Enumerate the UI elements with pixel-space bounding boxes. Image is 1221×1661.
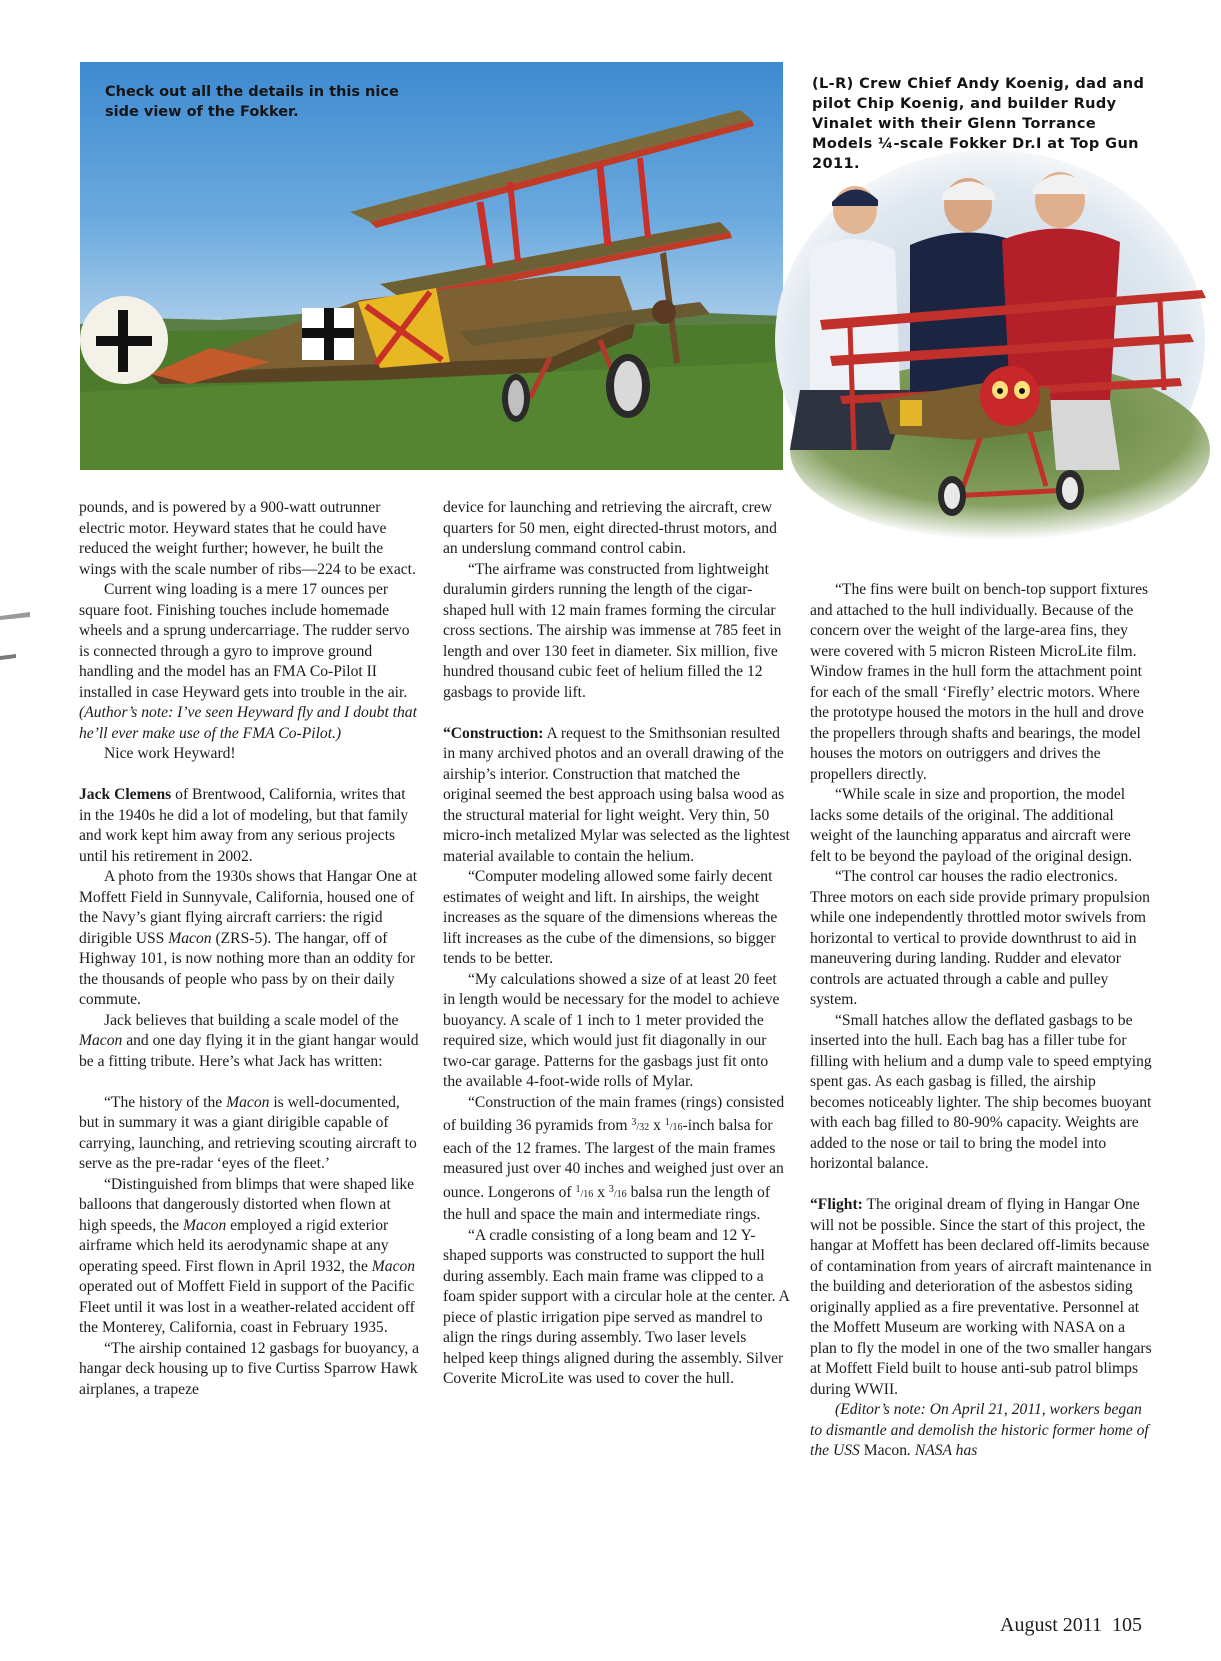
page-number: 105 <box>1112 1614 1143 1636</box>
section-lead-in: “Construction: <box>443 724 544 742</box>
crew-with-fokker-illustration <box>770 150 1210 545</box>
fraction-numerator: 3 <box>608 1183 614 1195</box>
partial-photo-fragment <box>0 612 30 672</box>
paragraph: “Construction: A request to the Smithsonian resulted in many archived photos and an overall drawing of the airship’s interior. Construction that matched the original seemed the best approach using balsa wood as the structural material for light weight. Very thin, 50 micro-inch metalized Mylar was selected as the lightest material available to contain the helium. <box>443 724 790 865</box>
issue-date: August 2011 <box>1000 1614 1103 1636</box>
paragraph: “The history of the Macon is well-documented, but in summary it was a giant dirigible capable of carrying, launching, and retrieving scouting aircraft to serve as the pre-radar ‘eyes of the fleet.’ <box>79 1093 417 1172</box>
paragraph: “The airframe was constructed from lightweight duralumin girders running the length of the cigar-shaped hull with 12 main frames forming the circular cross sections. The airship was immense at 785 feet in length and over 130 feet in diameter. Six million, five hundred thousand cubic feet of helium filled the 12 gasbags to provide lift. <box>443 560 782 701</box>
fraction-denominator: /16 <box>669 1122 683 1133</box>
article-column-3 <box>810 580 1152 1462</box>
paragraph: “The control car houses the radio electronics. Three motors on each side provide primary propulsion while one independently throttled motor swivels from horizontal to vertical to provide downthrust to aid in maneuvering during landing. Rudder and elevator controls are actuated through a cable and pulley system. <box>810 868 1150 1008</box>
paragraph: “Flight: The original dream of flying in Hangar One will not be possible. Since the start of this project, the hangar at Moffett has been declared off-limits because of contamination from years of aircraft maintenance in the building and deterioration of the asbestos siding originally applied as a fire preventative. Personnel at the Moffett Museum are working with NASA on a plan to fly the model in one of the two smaller hangars at Moffett Field built to house anti-sub patrol blimps during WWII. <box>810 1196 1152 1398</box>
fraction-denominator: /16 <box>613 1188 627 1200</box>
paragraph: “A cradle consisting of a long beam and 12 Y-shaped supports was constructed to support the hull during assembly. Each main frame was clipped to a foam spider support with a circular hole at the center. A piece of plastic irrigation pipe served as mandrel to align the rings during assembly. Two laser levels helped keep things aligned during the assembly. Silver Coverite MicroLite was used to cover the hull. <box>443 1226 789 1387</box>
fraction-numerator: 3 <box>631 1117 637 1128</box>
paragraph: Current wing loading is a mere 17 ounces per square foot. Finishing touches include homemade wheels and a sprung undercarriage. The rudder servo is connected through a gyro to improve ground handling and the model has an FMA Co-Pilot II installed in case Heyward gets into trouble in the air. (Author’s note: I’ve seen Heyward fly and I doubt that he’ll ever make use of the FMA Co-Pilot.) <box>79 581 417 742</box>
paragraph: device for launching and retrieving the aircraft, crew quarters for 50 men, eight directed-thrust motors, and an underslung command control cabin. <box>443 499 777 557</box>
fraction-denominator: /16 <box>580 1188 594 1200</box>
crew-with-fokker-photo <box>770 150 1210 545</box>
article-column-2 <box>443 498 791 1390</box>
fokker-side-view-photo <box>80 62 783 470</box>
editors-note: (Editor’s note: On April 21, 2011, workers began to dismantle and demolish the historic former home of the USS Macon. NASA has <box>810 1401 1149 1459</box>
photo-caption-left: Check out all the details in this nice side view of the Fokker. <box>105 84 399 120</box>
name-lead-in: Jack Clemens <box>79 786 172 803</box>
paragraph: “The fins were built on bench-top support fixtures and attached to the hull individually. Because of the concern over the weight of the large-area fins, they were covered with 5 micron Risteen MicroLite film. Window frames in the hull form the attachment point for each of the small ‘Firefly’ electric motors. Where the prototype housed the motors in the hull and drove the propellers through shafts and bearings, the model houses the motors on outriggers and drives the propellers directly. <box>810 581 1149 783</box>
paragraph: “My calculations showed a size of at least 20 feet in length would be necessary for the model to achieve buoyancy. A scale of 1 inch to 1 meter provided the required size, which would just fit diagonally in our two-car garage. Patterns for the gasbags just fit onto the available 4-foot-wide rolls of Mylar. <box>443 970 780 1090</box>
fokker-side-view-illustration <box>80 62 783 470</box>
page-folio <box>1000 1614 1155 1637</box>
paragraph: Nice work Heyward! <box>104 745 236 762</box>
paragraph: Jack believes that building a scale model of the Macon and one day flying it in the giant hangar would be a fitting tribute. Here’s what Jack has written: <box>79 1011 419 1070</box>
paragraph: “While scale in size and proportion, the model lacks some details of the original. The additional weight of the launching apparatus and aircraft were felt to be beyond the payload of the original design. <box>810 786 1133 865</box>
photo-caption-right: (L-R) Crew Chief Andy Koenig, dad and pilot Chip Koenig, and builder Rudy Vinalet with their Glenn Torrance Models ¼-scale Fokker Dr.I at Top Gun 2011. <box>812 76 1145 172</box>
paragraph: Jack Clemens of Brentwood, California, writes that in the 1940s he did a lot of modeling, but that family and work kept him away from any serious projects until his retirement in 2002. <box>79 786 409 865</box>
fraction-numerator: 1 <box>664 1117 670 1128</box>
paragraph: “Distinguished from blimps that were shaped like balloons that dangerously distorted when flown at high speeds, the Macon employed a rigid exterior airframe which held its aerodynamic shape at any operating speed. First flown in April 1932, the Macon operated out of Moffett Field in support of the Pacific Fleet until it was lost in a weather-related accident off the Monterey, California, coast in February 1935. <box>79 1175 416 1336</box>
authors-note: (Author’s note: I’ve seen Heyward fly and I doubt that he’ll ever make use of the FMA Co-Pilot.) <box>79 704 417 742</box>
paragraph: pounds, and is powered by a 900-watt outrunner electric motor. Heyward states that he could have reduced the weight further; however, he built the wings with the scale number of ribs—224 to be exact. <box>79 499 416 578</box>
fraction-denominator: /32 <box>636 1122 650 1133</box>
section-lead-in: “Flight: <box>810 1196 863 1213</box>
paragraph: “Small hatches allow the deflated gasbags to be inserted into the hull. Each bag has a filler tube for filling with helium and a dump vale to speed emptying spent gas. As each gasbag is filled, the airship becomes noticeably lighter. The ship becomes buoyant with each bag filled to 80-90% capacity. Weights are added to the nose or tail to bring the model into horizontal balance. <box>810 1011 1152 1172</box>
fraction-numerator: 1 <box>575 1183 581 1195</box>
paragraph: “Computer modeling allowed some fairly decent estimates of weight and lift. In airships, the weight increases as the square of the dimensions whereas the lift increases as the cube of the dimensions, so bigger tends to be better. <box>443 868 778 967</box>
paragraph: “Construction of the main frames (rings) consisted of building 36 pyramids from $^3$/32 x $^1$/16-inch balsa for each of the 12 frames. The largest of the main frames measured just over 40 inches and weighed just over an ounce. Longerons of $^1$/16 x $^3$/16 balsa run the length of the hull and space the main and intermediate rings. <box>443 1093 785 1223</box>
paragraph: A photo from the 1930s shows that Hangar One at Moffett Field in Sunnyvale, California, housed one of the Navy’s giant flying aircraft carriers: the rigid dirigible USS Macon (ZRS-5). The hangar, off of Highway 101, is now nothing more than an oddity for the thousands of people who pass by on their daily commute. <box>79 868 418 1008</box>
paragraph: “The airship contained 12 gasbags for buoyancy, a hangar deck housing up to five Curtiss Sparrow Hawk airplanes, a trapeze <box>79 1339 420 1398</box>
article-column-1 <box>79 498 421 1400</box>
